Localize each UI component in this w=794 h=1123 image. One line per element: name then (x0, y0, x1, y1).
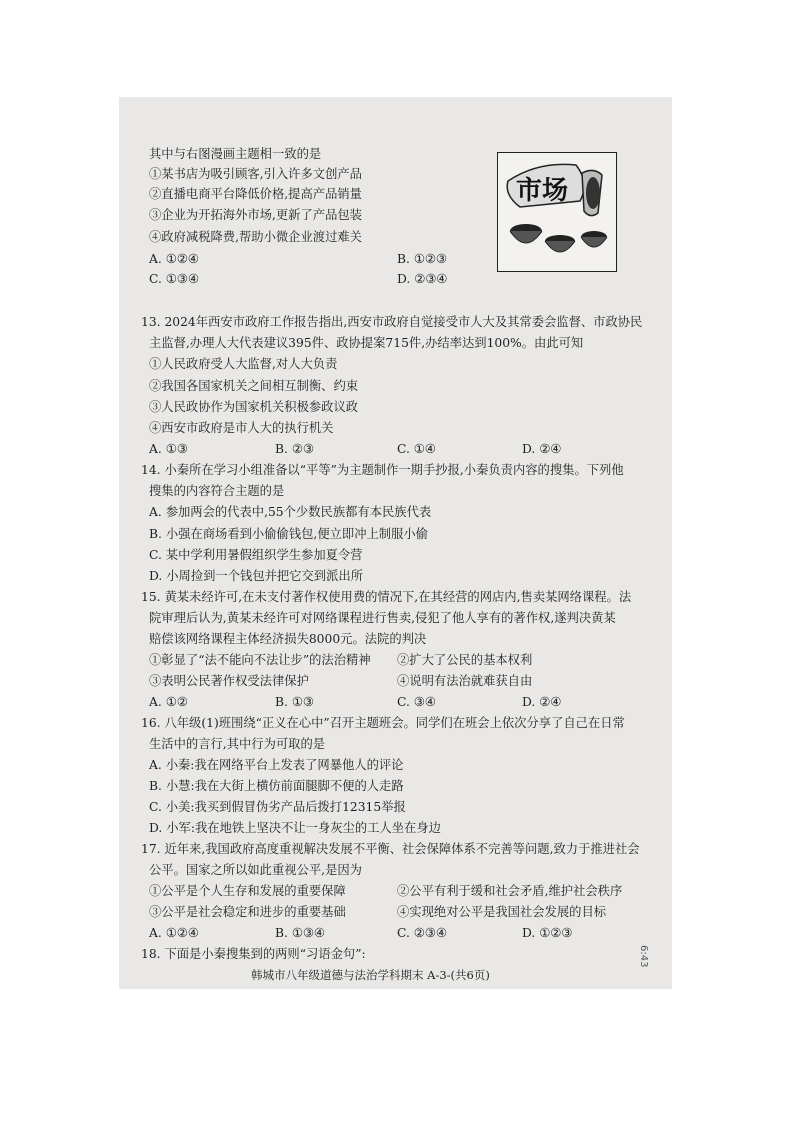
page-footer: 韩城市八年级道德与法治学科期末 A-3-(共6页) (251, 968, 490, 982)
q16-option-d: D. 小军:我在地铁上坚决不让一身灰尘的工人坐在身边 (149, 821, 441, 835)
q12-item-4: ④政府减税降费,帮助小微企业渡过难关 (149, 230, 362, 244)
q14-option-c: C. 某中学利用暑假组织学生参加夏令营 (149, 548, 363, 562)
q12-option-c: C. ①③④ (149, 272, 199, 286)
q13-stem-1: 13. 2024年西安市政府工作报告指出,西安市政府自觉接受市人大及其常委会监督、市政协民 (141, 315, 643, 329)
q13-item-1: ①人民政府受人大监督,对人大负责 (149, 357, 338, 371)
q17-item-4: ④实现绝对公平是我国社会发展的目标 (397, 905, 607, 919)
q15-item-1: ①彰显了“法不能向不法让步”的法治精神 (149, 653, 371, 667)
q18-stem: 18. 下面是小秦搜集到的两则“习语金句”: (141, 947, 366, 961)
q13-option-a: A. ①③ (149, 442, 188, 456)
q15-option-d: D. ②④ (522, 695, 562, 709)
q14-stem-2: 搜集的内容符合主题的是 (149, 484, 285, 498)
q12-option-d: D. ②③④ (397, 272, 448, 286)
q15-option-a: A. ①② (149, 695, 188, 709)
q17-option-d: D. ①②③ (522, 926, 573, 940)
q16-stem-2: 生活中的言行,其中行为可取的是 (149, 737, 326, 751)
q15-option-b: B. ①③ (275, 695, 314, 709)
q17-item-1: ①公平是个人生存和发展的重要保障 (149, 884, 346, 898)
q17-option-a: A. ①②④ (149, 926, 199, 940)
q13-option-c: C. ①④ (397, 442, 436, 456)
q15-item-3: ③表明公民著作权受法律保护 (149, 674, 309, 688)
q12-stem: 其中与右图漫画主题相一致的是 (149, 147, 322, 161)
q15-stem-2: 院审理后认为,黄某未经许可对网络课程进行售卖,侵犯了他人享有的著作权,遂判决黄某 (149, 611, 616, 625)
q17-item-2: ②公平有利于缓和社会矛盾,维护社会秩序 (397, 884, 623, 898)
q16-option-c: C. 小美:我买到假冒伪劣产品后拨打12315举报 (149, 800, 406, 814)
q13-item-2: ②我国各国家机关之间相互制衡、约束 (149, 379, 359, 393)
q16-stem-1: 16. 八年级(1)班围绕“正义在心中”召开主题班会。同学们在班会上依次分享了自己在日常 (141, 716, 625, 730)
q14-option-a: A. 参加两会的代表中,55个少数民族都有本民族代表 (149, 505, 432, 519)
q13-item-4: ④西安市政府是市人大的执行机关 (149, 421, 334, 435)
q14-stem-1: 14. 小秦所在学习小组准备以“平等”为主题制作一期手抄报,小秦负责内容的搜集。下列他 (141, 463, 624, 477)
cartoon-text: 市场 (516, 176, 569, 206)
q15-option-c: C. ③④ (397, 695, 436, 709)
q12-item-3: ③企业为开拓海外市场,更新了产品包装 (149, 208, 362, 222)
q14-option-b: B. 小强在商场看到小偷偷钱包,便立即冲上制服小偷 (149, 527, 428, 541)
q12-item-2: ②直播电商平台降低价格,提高产品销量 (149, 187, 362, 201)
q15-stem-3: 赔偿该网络课程主体经济损失8000元。法院的判决 (149, 632, 427, 646)
market-cartoon-icon (497, 152, 617, 272)
q13-option-d: D. ②④ (522, 442, 562, 456)
q13-item-3: ③人民政协作为国家机关积极参政议政 (149, 400, 359, 414)
q17-option-c: C. ②③④ (397, 926, 447, 940)
q14-option-d: D. 小周捡到一个钱包并把它交到派出所 (149, 569, 363, 583)
q17-stem-1: 17. 近年来,我国政府高度重视解决发展不平衡、社会保障体系不完善等问题,致力于推进社会 (141, 842, 640, 856)
exam-page (119, 97, 672, 989)
q13-option-b: B. ②③ (275, 442, 314, 456)
q17-option-b: B. ①③④ (275, 926, 325, 940)
q12-option-b: B. ①②③ (397, 252, 447, 266)
q15-stem-1: 15. 黄某未经许可,在未支付著作权使用费的情况下,在其经营的网店内,售卖某网络课程。法 (141, 590, 632, 604)
q12-item-1: ①某书店为吸引顾客,引入许多文创产品 (149, 167, 362, 181)
q17-stem-2: 公平。国家之所以如此重视公平,是因为 (149, 863, 362, 877)
q12-option-a: A. ①②④ (149, 252, 199, 266)
q16-option-b: B. 小慧:我在大街上横仿前面腿脚不便的人走路 (149, 779, 404, 793)
q16-option-a: A. 小秦:我在网络平台上发表了网暴他人的评论 (149, 758, 404, 772)
q13-stem-2: 主监督,办理人大代表建议395件、政协提案715件,办结率达到100%。由此可知 (149, 336, 584, 350)
page-mark: 6:43 (638, 945, 649, 968)
q17-item-3: ③公平是社会稳定和进步的重要基础 (149, 905, 346, 919)
q15-item-4: ④说明有法治就难获自由 (397, 674, 533, 688)
q15-item-2: ②扩大了公民的基本权利 (397, 653, 533, 667)
